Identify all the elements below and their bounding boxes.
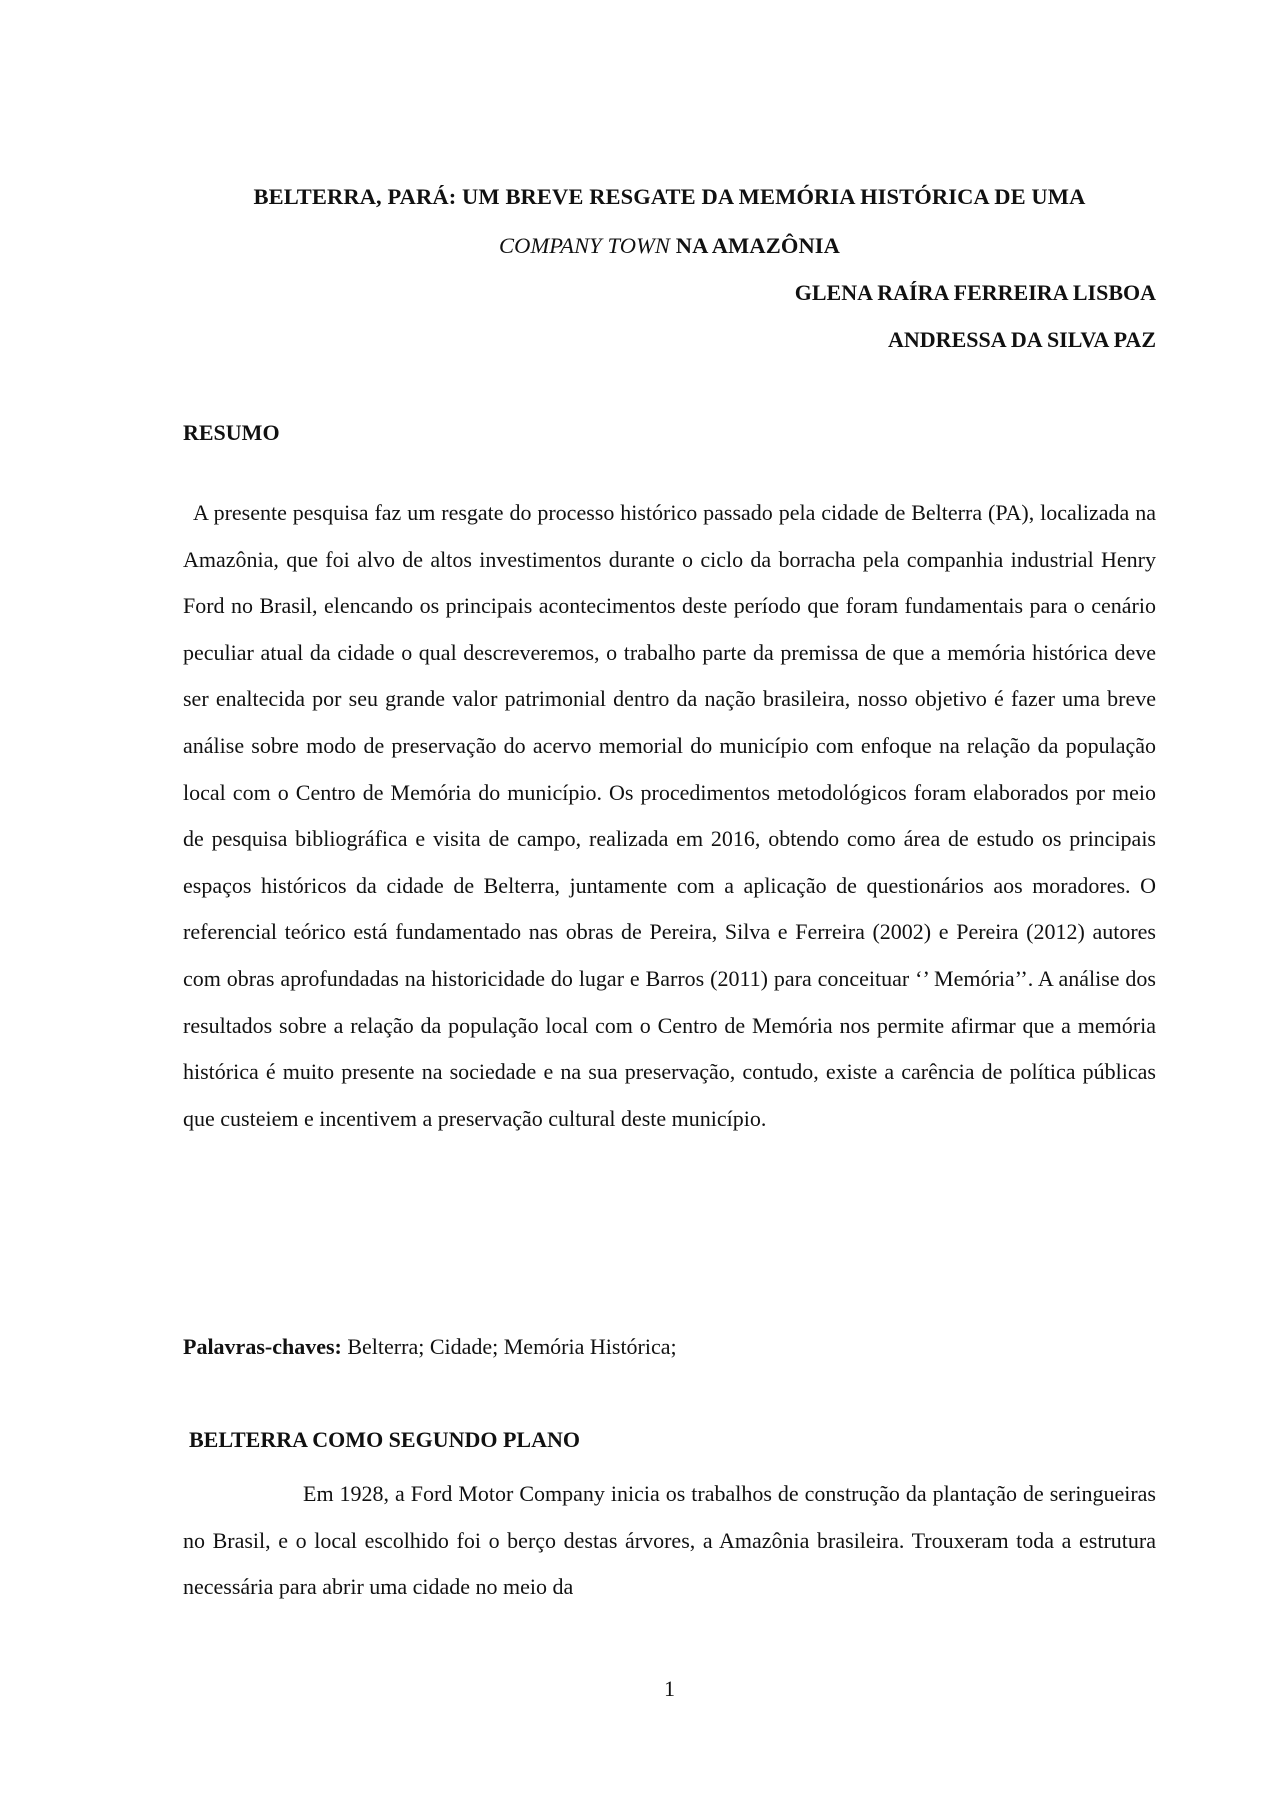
paper-title-line-2 [183, 233, 1156, 259]
abstract-text: A presente pesquisa faz um resgate do processo histórico passado pela cidade de Belterra (PA), localizada na Amazônia, que foi alvo de altos investimentos durante o ciclo da borracha pela companhia industrial Henry Ford no Brasil, elencando os principais acontecimentos deste período que foram fundamentais para o cenário peculiar atual da cidade o qual descreveremos, o trabalho parte da premissa de que a memória histórica deve ser enaltecida por seu grande valor patrimonial dentro da nação brasileira, nosso objetivo é fazer uma breve análise sobre modo de preservação do acervo memorial do município com enfoque na relação da população local com o Centro de Memória do município. Os procedimentos metodológicos foram elaborados por meio de pesquisa bibliográfica e visita de campo, realizada em 2016, obtendo como área de estudo os principais espaços históricos da cidade de Belterra, juntamente com a aplicação de questionários aos moradores. O referencial teórico está fundamentado nas obras de Pereira, Silva e Ferreira (2002) e Pereira (2012) autores com obras aprofundadas na historicidade do lugar e Barros (2011) para conceituar ‘’ Memória’’. A análise dos resultados sobre a relação da população local com o Centro de Memória nos permite afirmar que a memória histórica é muito presente na sociedade e na sua preservação, contudo, existe a carência de política públicas que custeiem e incentivem a preservação cultural deste município. [183, 500, 1156, 1131]
author-name: ANDRESSA DA SILVA PAZ [888, 327, 1156, 352]
page-number: 1 [664, 1676, 675, 1701]
keywords [183, 1334, 677, 1360]
document-page [183, 0, 1156, 1814]
body-paragraph: Em 1928, a Ford Motor Company inicia os trabalhos de construção da plantação de seringueiras no Brasil, e o local escolhido foi o berço destas árvores, a Amazônia brasileira. Trouxeram toda a estrutura necessária para abrir uma cidade no meio da [183, 1481, 1156, 1599]
resumo-heading: RESUMO [183, 420, 280, 445]
author-name: GLENA RAÍRA FERREIRA LISBOA [794, 280, 1156, 305]
keywords-label: Palavras-chaves: [183, 1334, 342, 1359]
section-heading: BELTERRA COMO SEGUNDO PLANO [189, 1427, 580, 1452]
paper-title-line-1: BELTERRA, PARÁ: UM BREVE RESGATE DA MEMÓRIA HISTÓRICA DE UMA [253, 184, 1086, 209]
paper-title-rest: NA AMAZÔNIA [670, 233, 840, 258]
paper-title-italic: COMPANY TOWN [498, 233, 671, 258]
keywords-value: Belterra; Cidade; Memória Histórica; [341, 1334, 677, 1359]
